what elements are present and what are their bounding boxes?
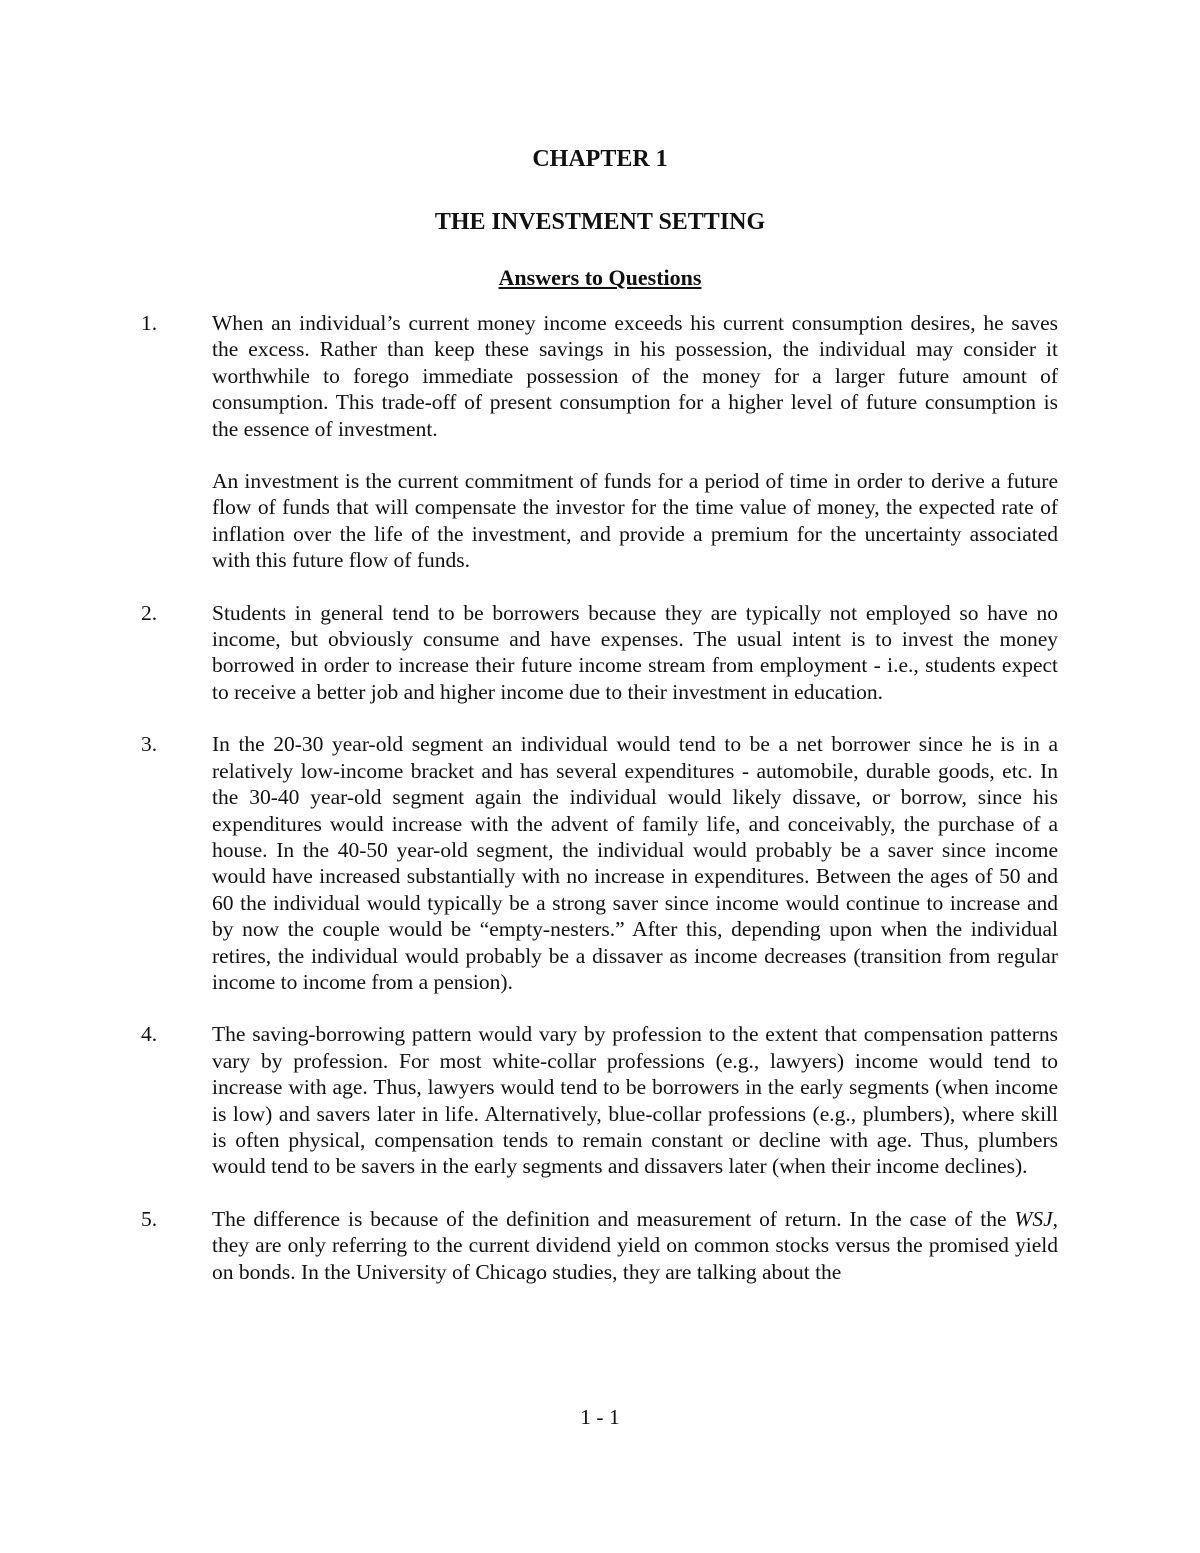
answer-item-2	[0, 600, 1200, 706]
chapter-title: CHAPTER 1	[532, 146, 668, 172]
answer-text-after: , they are only referring to the current dividend yield on common stocks versus the promised yield on bonds. In the University of Chicago studies, they are talking about the	[212, 1206, 1058, 1284]
answer-paragraph: Students in general tend to be borrowers because they are typically not employed so have no income, but obviously consume and have expenses. The usual intent is to invest the money borrowed in order to increase their future income stream from employment - i.e., students expect to receive a better job and higher income due to their investment in education.	[212, 600, 1058, 704]
answer-paragraph: When an individual’s current money income exceeds his current consumption desires, he saves the excess. Rather than keep these savings in his possession, the individual may consider it worthwhile to forego immediate possession of the money for a larger future amount of consumption. This trade-off of present consumption for a higher level of future consumption is the essence of investment.	[212, 311, 1058, 441]
answer-item-4	[0, 1021, 1200, 1179]
answer-number: 4.	[141, 1022, 158, 1047]
answer-paragraph: The saving-borrowing pattern would vary by profession to the extent that compensation patterns vary by profession. For most white-collar professions (e.g., lawyers) income would tend to increase with age. Thus, lawyers would tend to be borrowers in the early segments (when income is low) and savers later in life. Alternatively, blue-collar professions (e.g., plumbers), where skill is often physical, compensation tends to remain constant or decline with age. Thus, plumbers would tend to be savers in the early segments and dissavers later (when their income declines).	[212, 1022, 1058, 1179]
answer-text-before: The difference is because of the definition and measurement of return. In the case of the	[212, 1206, 1015, 1231]
answers-subheading-text: Answers to Questions	[498, 265, 702, 290]
answer-paragraph: An investment is the current commitment of funds for a period of time in order to derive a future flow of funds that will compensate the investor for the time value of money, the expected rate of inflation over the life of the investment, and provide a premium for the uncertainty associated with this future flow of funds.	[212, 469, 1058, 573]
answer-paragraph: In the 20-30 year-old segment an individual would tend to be a net borrower since he is in a relatively low-income bracket and has several expenditures - automobile, durable goods, etc. In the 30-40 year-old segment again the individual would likely dissave, or borrow, since his expenditures would increase with the advent of family life, and conceivably, the purchase of a house. In the 40-50 year-old segment, the individual would probably be a saver since income would have increased substantially with no increase in expenditures. Between the ages of 50 and 60 the individual would typically be a strong saver since income would continue to increase and by now the couple would be “empty-nesters.” After this, depending upon when the individual retires, the individual would probably be a dissaver as income decreases (transition from regular income to income from a pension).	[212, 732, 1058, 994]
answer-item-3	[0, 731, 1200, 995]
answer-text-italic: WSJ	[1014, 1206, 1053, 1231]
answer-item-1	[0, 310, 1200, 574]
answers-list	[0, 310, 1200, 1311]
answer-paragraph	[212, 1206, 1058, 1285]
answer-number: 2.	[141, 600, 158, 625]
page-number: 1 - 1	[580, 1405, 620, 1429]
answer-number: 3.	[141, 732, 158, 757]
answers-subheading	[0, 263, 1200, 293]
answer-number: 1.	[141, 311, 158, 335]
answer-item-5	[0, 1206, 1200, 1285]
section-title: THE INVESTMENT SETTING	[434, 209, 766, 235]
answer-number: 5.	[141, 1206, 158, 1231]
